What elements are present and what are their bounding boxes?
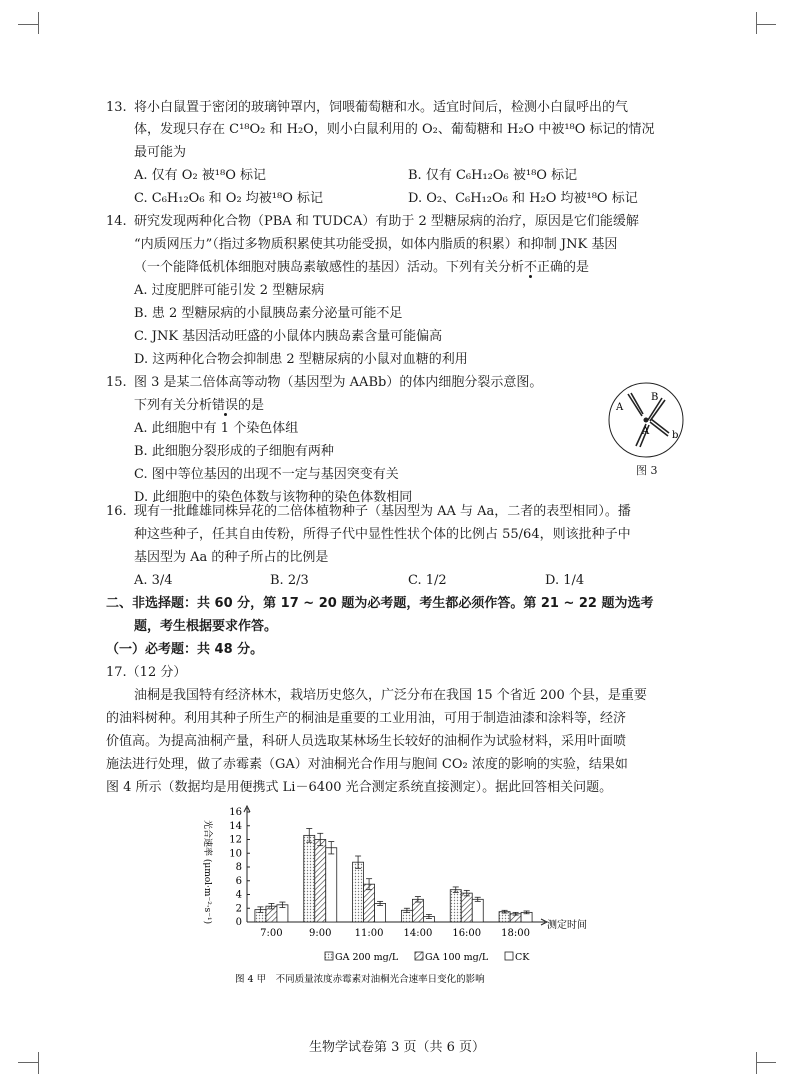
question-text: “内质网压力”（指过多物质积累使其功能受损，如体内脂质的积累）和抑制 JNK 基因 <box>134 237 618 252</box>
option-d: D. 这两种化合物会抑制患 2 型糖尿病的小鼠对血糖的利用 <box>134 352 468 367</box>
y-axis-label: 光合速率 (μmol·m⁻²·s⁻¹) <box>202 820 212 925</box>
option-a: A. 仅有 O₂ 被¹⁸O 标记 <box>134 168 266 183</box>
section-title: 二、非选择题：共 60 分，第 17 ~ 20 题为必考题，考生都必须作答。第 21 ~ 22 题为选考 <box>106 596 654 611</box>
question-text: 体，发现只存在 C¹⁸O₂ 和 H₂O，则小白鼠利用的 O₂、葡萄糖和 H₂O 中被¹⁸O 标记的情况 <box>134 122 655 137</box>
y-tick-label: 8 <box>235 862 242 873</box>
y-tick-label: 10 <box>229 848 242 860</box>
bar <box>412 899 423 922</box>
question-text: 最可能为 <box>134 145 187 160</box>
question-text: 研究发现两种化合物（PBA 和 TUDCA）有助于 2 型糖尿病的治疗，原因是它们能缓解 <box>134 214 639 229</box>
y-tick-label: 14 <box>229 820 242 832</box>
legend-swatch <box>505 952 513 960</box>
bar <box>472 899 483 922</box>
text-part: 下列有关分析 <box>134 398 213 413</box>
option-a: A. 3/4 <box>134 573 173 588</box>
text-part: （一个能降低机体细胞对胰岛素敏感性的基因）活动。下列有关分析 <box>134 260 525 275</box>
x-tick-label: 18:00 <box>501 928 530 939</box>
gene-label: A <box>616 402 624 413</box>
paragraph-line: 的油料树种。利用其种子所生产的桐油是重要的工业用油，可用于制造油漆和涂料等，经济 <box>106 711 627 726</box>
photosynthesis-bar-chart <box>195 800 615 990</box>
option-c: C. JNK 基因活动旺盛的小鼠体内胰岛素含量可能偏高 <box>134 329 443 344</box>
bar <box>304 835 315 922</box>
bar <box>353 862 364 922</box>
legend-swatch <box>415 952 423 960</box>
question-text <box>134 397 264 415</box>
y-tick-label: 4 <box>235 889 242 901</box>
option-b: B. 患 2 型糖尿病的小鼠胰岛素分泌量可能不足 <box>134 306 403 321</box>
crop-mark <box>18 24 38 25</box>
bar <box>461 893 472 922</box>
text-part: 的是 <box>238 398 265 413</box>
paragraph-line: 价值高。为提高油桐产量，科研人员选取某林场生长较好的油桐作为试验材料，采用叶面喷 <box>106 734 627 749</box>
question-text: 图 3 是某二倍体高等动物（基因型为 AABb）的体内细胞分裂示意图。 <box>134 375 543 390</box>
centromere <box>644 418 649 423</box>
legend-label: GA 200 mg/L <box>335 952 399 963</box>
y-tick-label: 6 <box>235 875 242 887</box>
text-part: 正确的是 <box>537 260 590 275</box>
option-a: A. 过度肥胖可能引发 2 型糖尿病 <box>134 283 325 298</box>
question-number: 14. <box>106 214 127 229</box>
x-tick-label: 9:00 <box>309 928 332 939</box>
y-tick-label: 2 <box>235 903 242 915</box>
bar <box>450 890 461 922</box>
subsection-title: （一）必考题：共 48 分。 <box>106 642 264 657</box>
paragraph-line: 图 4 所示（数据均是用便携式 Li－6400 光合测定系统直接测定）。据此回答相关问题。 <box>106 780 613 795</box>
x-axis-label: 测定时间 <box>547 920 587 931</box>
x-tick-label: 14:00 <box>403 928 433 939</box>
question-text <box>134 259 589 277</box>
chart-title: 图 4 甲 不同质量浓度赤霉素对油桐光合速率日变化的影响 <box>235 974 485 985</box>
option-c: C. C₆H₁₂O₆ 和 O₂ 均被¹⁸O 标记 <box>134 191 324 206</box>
y-tick-label: 16 <box>229 807 242 818</box>
legend-label: CK <box>515 952 530 963</box>
cell-division-figure <box>606 380 686 460</box>
option-c: C. 图中等位基因的出现不一定与基因突变有关 <box>134 467 399 482</box>
paragraph-line: 施法进行处理，做了赤霉素（GA）对油桐光合作用与胞间 CO₂ 浓度的影响的实验，结果如 <box>106 757 628 772</box>
legend-label: GA 100 mg/L <box>425 952 489 963</box>
question-number: 16. <box>106 504 127 519</box>
bar <box>315 840 326 923</box>
x-tick-label: 7:00 <box>260 928 283 939</box>
figure-caption: 图 3 <box>636 464 658 477</box>
gene-label: b <box>672 430 679 441</box>
crop-mark <box>18 1062 38 1063</box>
option-d: D. O₂、C₆H₁₂O₆ 和 H₂O 均被¹⁸O 标记 <box>408 191 638 206</box>
section-title: 题，考生根据要求作答。 <box>134 619 278 634</box>
bar <box>326 848 337 922</box>
question-number: 15. <box>106 375 127 390</box>
option-b: B. 此细胞分裂形成的子细胞有两种 <box>134 444 334 459</box>
paragraph-line: 油桐是我国特有经济林木，栽培历史悠久，广泛分布在我国 15 个省近 200 个县，是重要 <box>134 688 647 703</box>
gene-label: B <box>651 392 659 403</box>
crop-mark <box>756 12 757 34</box>
y-tick-label: 12 <box>229 834 242 846</box>
option-b: B. 2/3 <box>270 573 309 588</box>
crop-mark <box>38 12 39 34</box>
question-text: 将小白鼠置于密闭的玻璃钟罩内，饲喂葡萄糖和水。适宜时间后，检测小白鼠呼出的气 <box>134 100 629 115</box>
legend-swatch <box>325 952 333 960</box>
emphasis-word: 错误 <box>212 398 239 413</box>
page-footer: 生物学试卷第 3 页（共 6 页） <box>308 1040 486 1055</box>
question-number: 17.（12 分） <box>106 665 187 680</box>
crop-mark <box>756 24 776 25</box>
option-d: D. 1/4 <box>545 573 585 588</box>
option-d: D. 此细胞中的染色体数与该物种的染色体数相同 <box>134 490 413 505</box>
crop-mark <box>756 1062 776 1063</box>
option-c: C. 1/2 <box>408 573 447 588</box>
bar <box>375 903 386 922</box>
gene-label: A <box>642 426 650 437</box>
question-text: 基因型为 Aa 的种子所占的比例是 <box>134 550 329 565</box>
emphasis-word: 不 <box>524 260 538 275</box>
question-text: 种这些种子，任其自由传粉，所得子代中显性性状个体的比例占 55/64，则该批种子中 <box>134 527 631 542</box>
option-b: B. 仅有 C₆H₁₂O₆ 被¹⁸O 标记 <box>408 168 578 183</box>
question-number: 13. <box>106 100 127 115</box>
option-a: A. 此细胞中有 1 个染色体组 <box>134 421 299 436</box>
x-tick-label: 11:00 <box>354 928 384 939</box>
question-text: 现有一批雌雄同株异花的二倍体植物种子（基因型为 AA 与 Aa，二者的表型相同）。播 <box>134 504 631 519</box>
x-tick-label: 16:00 <box>452 928 482 939</box>
y-tick-label: 0 <box>235 917 242 928</box>
